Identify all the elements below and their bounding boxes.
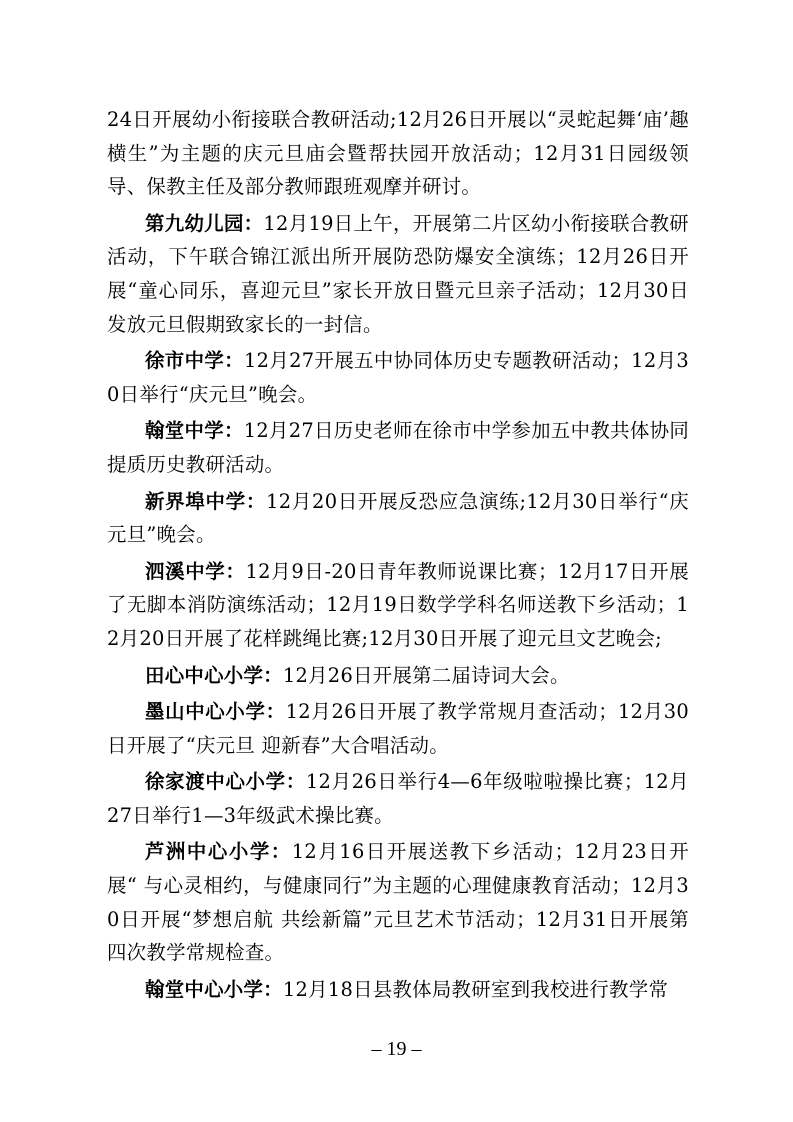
- entry-paragraph: [107, 414, 689, 481]
- entry-text: 12月26日开展了教学常规月查活动；12月30日开展了“庆元旦 迎新春”大合唱活动。: [107, 700, 689, 757]
- entry-paragraph: [107, 344, 689, 411]
- entry-school-name: 徐市中学：: [145, 349, 244, 373]
- document-body: [107, 103, 689, 1009]
- entry-text: 12月27开展五中协同体历史专题教研活动；12月30日举行“庆元旦”晚会。: [107, 349, 689, 406]
- entry-school-name: 翰堂中学：: [145, 419, 244, 443]
- entry-text: 12月26日开展第二届诗词大会。: [282, 663, 570, 687]
- entry-text: 12月27日历史老师在徐市中学参加五中教共体协同提质历史教研活动。: [107, 419, 690, 476]
- entry-text: 12月16日开展送教下乡活动；12月23日开展“ 与心灵相约，与健康同行”为主题的心理健康教育活动；12月30日开展“梦想启航 共绘新篇”元旦艺术节活动；12月31日开展第四次教学常规检查。: [107, 840, 689, 965]
- entry-paragraph: [107, 695, 689, 762]
- entry-text: 12月18日县教体局教研室到我校进行教学常: [282, 977, 669, 1001]
- entry-paragraph: [107, 765, 689, 832]
- entry-paragraph: [107, 207, 689, 341]
- entry-school-name: 墨山中心小学：: [145, 700, 286, 724]
- entry-paragraph: [107, 555, 689, 656]
- entry-school-name: 芦洲中心小学：: [145, 840, 292, 864]
- entry-paragraph: [107, 485, 689, 552]
- entry-text: 12月20日开展反恐应急演练;12月30日举行“庆元旦”晚会。: [107, 489, 689, 547]
- entry-school-name: 泗溪中学：: [145, 559, 246, 583]
- entry-paragraph: [107, 973, 689, 1007]
- entry-school-name: 第九幼儿园：: [145, 211, 264, 235]
- entry-school-name: 徐家渡中心小学：: [145, 770, 306, 794]
- page-number: – 19 –: [371, 1038, 422, 1060]
- entry-school-name: 新界埠中学：: [145, 489, 267, 513]
- entry-school-name: 田心中心小学：: [145, 663, 283, 687]
- entry-paragraph: [107, 659, 689, 693]
- entry-text: 12月26日举行4—6年级啦啦操比赛；12月27日举行1—3年级武术操比赛。: [107, 770, 689, 827]
- entry-paragraph: [107, 835, 689, 969]
- entry-text: 12月19日上午，开展第二片区幼小衔接联合教研活动，下午联合锦江派出所开展防恐防爆安全演练；12月26日开展“童心同乐，喜迎元旦”家长开放日暨元旦亲子活动；12月30日发放元旦假期致家长的一封信。: [107, 211, 689, 336]
- entry-text: 12月9日-20日青年教师说课比赛；12月17日开展了无脚本消防演练活动；12月19日数学学科名师送教下乡活动；12月20日开展了花样跳绳比赛;12月30日开展了迎元旦文艺晚会;: [107, 559, 690, 650]
- entry-school-name: 翰堂中心小学：: [145, 977, 283, 1001]
- opening-paragraph: 24日开展幼小衔接联合教研活动;12月26日开展以“灵蛇起舞‘庙’趣横生”为主题的庆元旦庙会暨帮扶园开放活动；12月31日园级领导、保教主任及部分教师跟班观摩并研讨。: [107, 108, 689, 199]
